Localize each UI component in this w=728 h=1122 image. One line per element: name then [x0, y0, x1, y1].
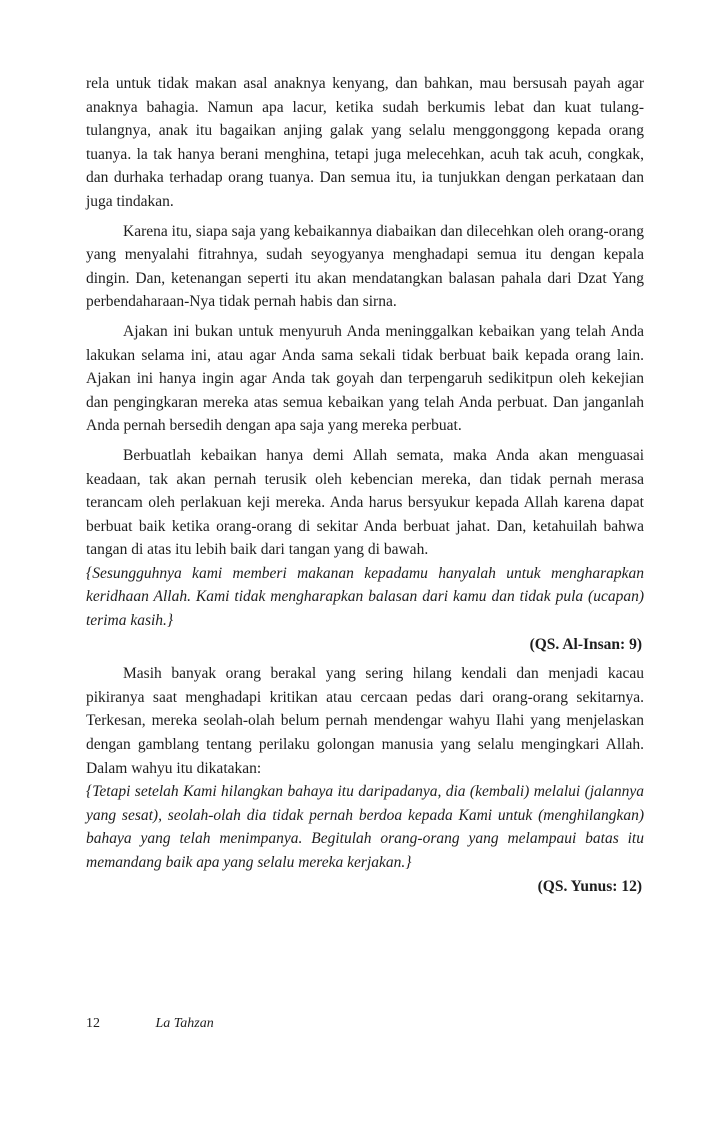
paragraph-3: Ajakan ini bukan untuk menyuruh Anda meninggalkan kebaikan yang telah Anda lakukan selama ini, atau agar Anda sama sekali tidak berbuat baik kepada orang lain. Ajakan ini hanya ingin agar Anda tak goyah dan terpengaruh sedikitpun oleh kekejian dan pengingkaran mereka atas semua kebaikan yang telah Anda perbuat. Dan janganlah Anda pernah bersedih dengan apa saja yang mereka perbuat. [86, 322, 644, 435]
paragraph-1: rela untuk tidak makan asal anaknya kenyang, dan bahkan, mau bersusah payah agar anaknya bahagia. Namun apa lacur, ketika sudah berkumis lebat dan kuat tulang-tulangnya, anak itu bagaikan anjing galak yang selalu menggonggong kepada orang tuanya. la tak hanya berani menghina, tetapi juga melecehkan, acuh tak acuh, congkak, dan durhaka terhadap orang tuanya. Dan semua itu, ia tunjukkan dengan perkataan dan juga tindakan. [86, 75, 644, 210]
page-footer [86, 1016, 214, 1032]
paragraph-4: Berbuatlah kebaikan hanya demi Allah semata, maka Anda akan menguasai keadaan, tak akan pernah terusik oleh kebencian mereka, dan tidak pernah merasa terancam oleh perlakuan keji mereka. Anda harus bersyukur kepada Allah karena dapat berbuat baik ketika orang-orang di sekitar Anda berbuat jahat. Dan, ketahuilah bahwa tangan di atas itu lebih baik dari tangan yang di bawah. [86, 446, 644, 559]
reference-al-insan: (QS. Al-Insan: 9) [529, 635, 642, 653]
page-number: 12 [86, 1016, 100, 1031]
page-body [86, 72, 644, 898]
reference-yunus: (QS. Yunus: 12) [537, 877, 642, 895]
quote-yunus: {Tetapi setelah Kami hilangkan bahaya itu daripadanya, dia (kembali) melalui (jalannya yang sesat), seolah-olah dia tidak pernah berdoa kepada Kami untuk (menghilangkan) bahaya yang telah menimpanya. Begitulah orang-orang yang melampaui batas itu memandang baik apa yang selalu mereka kerjakan.} [86, 783, 644, 871]
paragraph-2: Karena itu, siapa saja yang kebaikannya diabaikan dan dilecehkan oleh orang-orang yang menyalahi fitrahnya, sudah seyogyanya menghadapi semua itu dengan kepala dingin. Dan, ketenangan seperti itu akan mendatangkan balasan pahala dari Dzat Yang perbendaharaan-Nya tidak pernah habis dan sirna. [86, 222, 644, 311]
book-title: La Tahzan [155, 1016, 214, 1031]
paragraph-5: Masih banyak orang berakal yang sering hilang kendali dan menjadi kacau pikiranya saat menghadapi kritikan atau cercaan pedas dari orang-orang sekitarnya. Terkesan, mereka seolah-olah belum pernah mendengar wahyu Ilahi yang menjelaskan dengan gamblang tentang perilaku golongan manusia yang selalu mengingkari Allah. Dalam wahyu itu dikatakan: [86, 665, 644, 777]
quote-al-insan: {Sesungguhnya kami memberi makanan kepadamu hanyalah untuk mengharapkan keridhaan Allah. Kami tidak mengharapkan balasan dari kamu dan tidak pula (ucapan) terima kasih.} [86, 564, 644, 630]
